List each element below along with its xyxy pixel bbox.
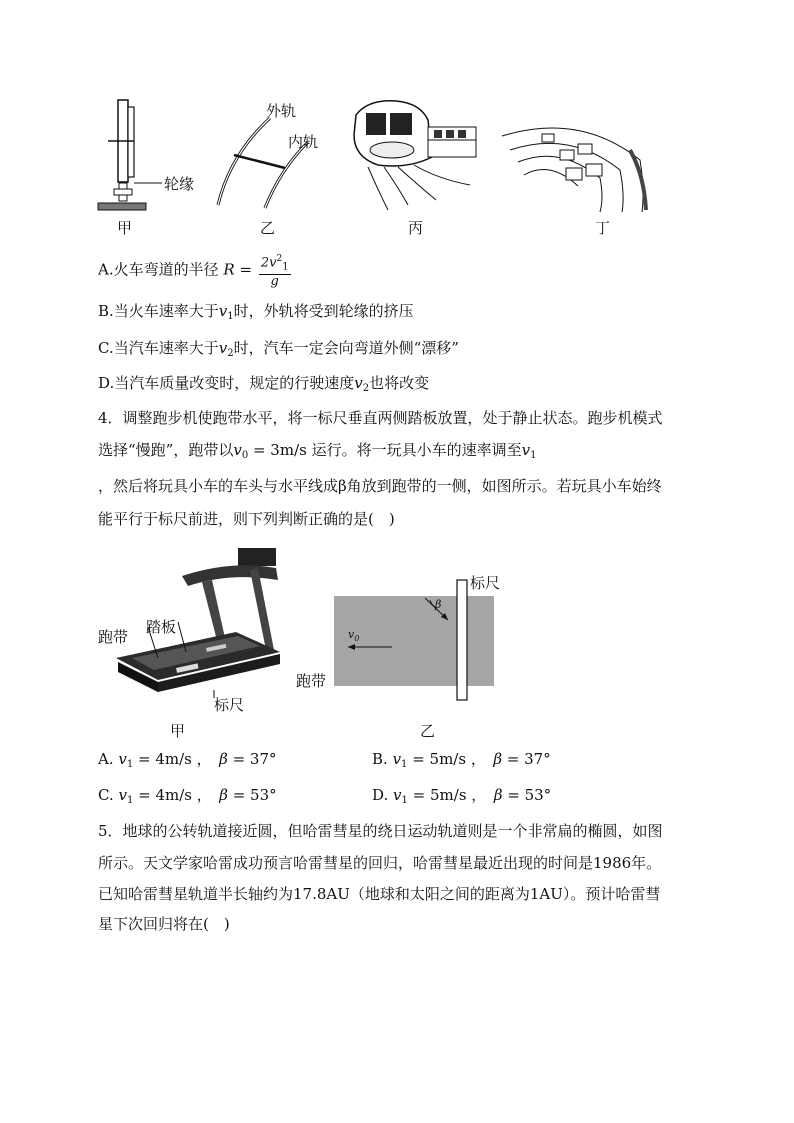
q4-option-a: A. $v_1 = 4m/s$ ， β = 37° [98, 750, 277, 770]
option-d: D.当汽车质量改变时，规定的行驶速度$v_2$也将改变 [98, 374, 430, 394]
q4-option-b: B. $v_1 = 5m/s$ ， β = 37° [372, 750, 551, 770]
q4-option-d: D. $v_1 = 5m/s$ ， β = 53° [372, 786, 552, 806]
radius-fraction: $\frac{2v^2_1}{g}$ [260, 254, 289, 290]
q5-line-3: 已知哈雷彗星轨道半长轴约为17.8AU（地球和太阳之间的距离为1AU）。预计哈雷彗 [98, 885, 661, 903]
label-wheel-flange: 轮缘 [164, 175, 195, 193]
q4-line-3: ，然后将玩具小车的车头与水平线成β角放到跑带的一侧，如图所示。若玩具小车始终 [98, 477, 662, 495]
q4-line-1: 4．调整跑步机使跑带水平，将一标尺垂直两侧踏板放置，处于静止状态。跑步机模式 [98, 409, 663, 427]
q5-line-2: 所示。天文学家哈雷成功预言哈雷彗星的回归，哈雷彗星最近出现的时间是1986年。 [98, 854, 662, 872]
rails-figure [210, 110, 320, 210]
label-v0: $v_0$ [348, 628, 360, 643]
label-outer-rail: 外轨 [266, 102, 297, 120]
caption-q4-yi: 乙 [420, 722, 436, 740]
q5-line-1: 5．地球的公转轨道接近圆，但哈雷彗星的绕日运动轨道则是一个非常扁的椭圆，如图 [98, 822, 663, 840]
wheel-flange-figure [90, 95, 220, 220]
figure-row-1 [90, 95, 650, 235]
option-a: A.火车弯道的半径 R = $\frac{2v^2_1}{g}$ [98, 254, 289, 290]
label-ruler-2: 标尺 [470, 574, 501, 592]
option-b: B.当火车速率大于$v_1$时，外轨将受到轮缘的挤压 [98, 302, 414, 322]
caption-q4-jia: 甲 [170, 722, 186, 740]
label-beta: β [435, 598, 442, 611]
q5-line-4: 星下次回归将在( ) [98, 915, 230, 933]
cars-curve-figure [500, 120, 650, 215]
label-pedal: 踏板 [146, 618, 177, 636]
label-belt-2: 跑带 [296, 672, 327, 690]
caption-bing: 丙 [408, 219, 424, 237]
caption-jia: 甲 [117, 219, 133, 237]
label-inner-rail: 内轨 [288, 133, 319, 151]
option-c: C.当汽车速率大于$v_2$时，汽车一定会向弯道外侧“漂移” [98, 339, 459, 359]
treadmill-figure [110, 540, 290, 700]
caption-yi: 乙 [260, 219, 276, 237]
label-belt: 跑带 [98, 628, 129, 646]
caption-ding: 丁 [595, 219, 611, 237]
q4-option-c: C. $v_1 = 4m/s$ ， β = 53° [98, 786, 277, 806]
train-figure [348, 95, 483, 213]
label-ruler: 标尺 [214, 696, 245, 714]
q4-line-2: 选择“慢跑”，跑带以$v_0 = 3m/s$ 运行。将一玩具小车的速率调至$v_1$ [98, 441, 537, 461]
q4-line-4: 能平行于标尺前进，则下列判断正确的是( ) [98, 510, 395, 528]
